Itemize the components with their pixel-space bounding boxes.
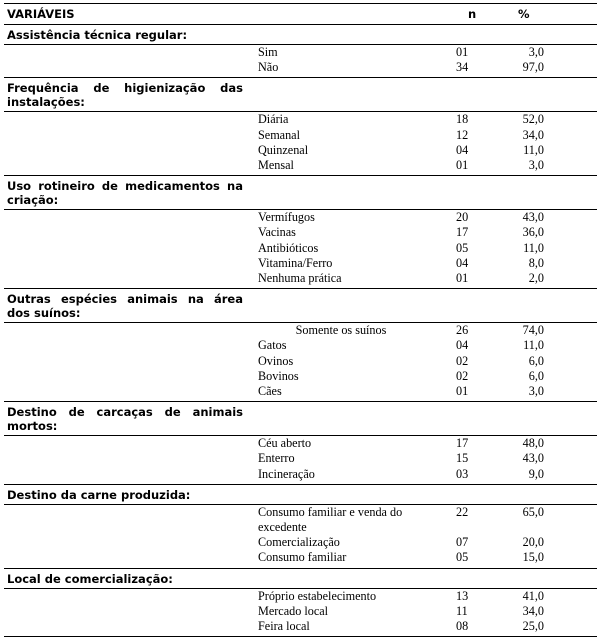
row-label: Bovinos [258, 368, 299, 383]
row-label: Consumo familiar e venda do excedente [258, 504, 403, 535]
row-label: Não [258, 60, 279, 75]
table-row [4, 436, 597, 451]
table-row [4, 241, 597, 256]
row-percent: 43,0 [522, 451, 544, 466]
row-n: 04 [456, 255, 469, 270]
row-label: Sim [258, 45, 278, 59]
row-percent: 11,0 [523, 142, 544, 157]
header-n: n [468, 7, 477, 21]
header-percent: % [518, 7, 530, 21]
row-n: 01 [456, 271, 469, 286]
row-percent: 34,0 [522, 127, 544, 142]
section-body [4, 112, 597, 176]
row-label: Vacinas [258, 225, 296, 240]
row-label: Diária [258, 112, 289, 127]
row-percent: 6,0 [528, 353, 544, 368]
row-n: 02 [456, 353, 469, 368]
section-header [4, 25, 597, 45]
row-percent: 3,0 [528, 45, 544, 59]
row-percent: 34,0 [522, 603, 544, 618]
table-section [4, 485, 597, 569]
table-row [4, 384, 597, 399]
row-n: 01 [456, 45, 469, 59]
section-header [4, 402, 597, 436]
table-row [4, 225, 597, 240]
table-row [4, 112, 597, 127]
row-n: 18 [456, 112, 469, 127]
row-n: 01 [456, 384, 469, 399]
table-row [4, 45, 597, 60]
row-label: Somente os suínos [295, 323, 387, 338]
row-n: 07 [456, 535, 469, 550]
section-title: Outras espécies animais na área dos suínos: [7, 292, 243, 321]
section-header [4, 485, 597, 505]
section-body [4, 589, 597, 637]
table-row [4, 604, 597, 619]
section-title: Frequência de higienização das instalações: [7, 81, 243, 110]
row-label: Feira local [258, 619, 310, 634]
row-percent: 65,0 [522, 504, 544, 519]
row-percent: 20,0 [522, 535, 544, 550]
row-n: 17 [456, 225, 469, 240]
table-row [4, 354, 597, 369]
table-row [4, 128, 597, 143]
table-row [4, 369, 597, 384]
row-percent: 97,0 [522, 60, 544, 75]
section-title: Destino de carcaças de animais mortos: [7, 405, 243, 434]
row-label: Semanal [258, 127, 300, 142]
row-label: Nenhuma prática [258, 271, 342, 286]
row-label: Comercialização [258, 535, 340, 550]
section-body [4, 436, 597, 485]
table-row [4, 589, 597, 604]
row-percent: 36,0 [522, 225, 544, 240]
table-section [4, 289, 597, 402]
table-row [4, 535, 597, 550]
row-percent: 11,0 [523, 338, 544, 353]
section-title: Assistência técnica regular: [7, 28, 188, 42]
row-n: 13 [456, 588, 469, 603]
table-section [4, 25, 597, 78]
table-row [4, 158, 597, 173]
row-n: 34 [456, 60, 469, 75]
row-n: 03 [456, 466, 469, 481]
row-label: Céu aberto [258, 436, 312, 451]
row-n: 22 [456, 504, 469, 519]
row-percent: 3,0 [528, 384, 544, 399]
table-row [4, 505, 597, 535]
row-n: 15 [456, 451, 469, 466]
table-row [4, 210, 597, 225]
table-row [4, 60, 597, 75]
row-label: Cães [258, 384, 282, 399]
section-body [4, 505, 597, 569]
table-body [4, 25, 597, 636]
row-label: Enterro [258, 451, 295, 466]
table-row [4, 143, 597, 158]
row-n: 11 [456, 603, 468, 618]
data-table [4, 3, 597, 637]
row-percent: 6,0 [528, 368, 544, 383]
section-body [4, 210, 597, 289]
row-percent: 2,0 [528, 271, 544, 286]
row-n: 04 [456, 338, 469, 353]
table-row [4, 550, 597, 565]
row-n: 20 [456, 210, 469, 225]
table-row [4, 271, 597, 286]
row-label: Mensal [258, 158, 294, 173]
table-row [4, 451, 597, 466]
row-percent: 25,0 [522, 619, 544, 634]
table-row [4, 256, 597, 271]
row-percent: 8,0 [528, 255, 544, 270]
row-label: Vitamina/Ferro [258, 255, 333, 270]
row-n: 02 [456, 368, 469, 383]
row-label: Antibióticos [258, 240, 319, 255]
row-label: Mercado local [258, 603, 329, 618]
section-title: Local de comercialização: [7, 571, 173, 586]
row-percent: 15,0 [522, 550, 544, 565]
section-header [4, 78, 597, 112]
table-row [4, 467, 597, 482]
section-header [4, 176, 597, 210]
section-header [4, 289, 597, 323]
table-header [4, 4, 597, 25]
row-label: Próprio estabelecimento [258, 588, 377, 603]
row-percent: 3,0 [528, 158, 544, 173]
row-percent: 41,0 [522, 588, 544, 603]
row-label: Vermífugos [258, 210, 315, 225]
row-label: Quinzenal [258, 142, 309, 157]
section-body [4, 45, 597, 78]
table-row [4, 619, 597, 634]
table-section [4, 176, 597, 289]
section-title: Uso rotineiro de medicamentos na criação: [7, 179, 243, 208]
row-percent: 11,0 [523, 240, 544, 255]
row-label: Incineração [258, 466, 315, 481]
table-section [4, 78, 597, 176]
row-percent: 52,0 [522, 112, 544, 127]
row-percent: 9,0 [528, 466, 544, 481]
section-title: Destino da carne produzida: [7, 487, 191, 502]
row-n: 17 [456, 436, 469, 451]
row-n: 26 [456, 323, 469, 338]
row-label: Consumo familiar [258, 550, 347, 565]
row-percent: 48,0 [522, 436, 544, 451]
row-label: Ovinos [258, 353, 294, 368]
row-n: 12 [456, 127, 469, 142]
row-n: 05 [456, 550, 469, 565]
row-n: 04 [456, 142, 469, 157]
row-label: Gatos [258, 338, 287, 353]
row-n: 08 [456, 619, 469, 634]
header-variables: VARIÁVEIS [7, 7, 75, 21]
row-percent: 74,0 [522, 323, 544, 338]
table-row [4, 323, 597, 338]
row-n: 01 [456, 158, 469, 173]
table-section [4, 402, 597, 485]
section-body [4, 323, 597, 402]
row-percent: 43,0 [522, 210, 544, 225]
table-row [4, 338, 597, 353]
row-n: 05 [456, 240, 469, 255]
